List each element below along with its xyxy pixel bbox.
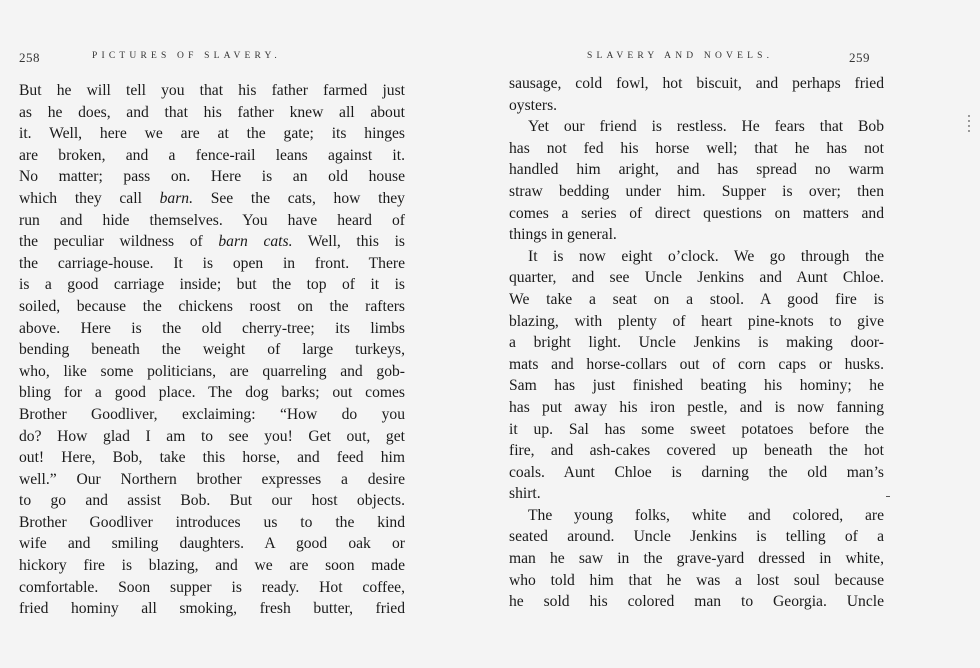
text-segment: which they call	[19, 189, 142, 207]
text-line: fried hominy all smoking, fresh butter, fried	[19, 600, 405, 618]
text-line	[19, 188, 405, 210]
scan-speck	[968, 130, 970, 132]
text-line: No matter; pass on. Here is an old house	[19, 168, 405, 186]
text-line: is a good carriage inside; but the top of it is	[19, 276, 405, 294]
text-line: It is now eight o’clock. We go through the	[528, 247, 884, 265]
text-line: well.” Our Northern brother expresses a desire	[19, 470, 405, 488]
text-line: blazing, with plenty of heart pine-knots to give	[509, 312, 884, 330]
page-number: 258	[19, 50, 40, 65]
text-line: Sam has just finished beating his hominy; he	[509, 377, 884, 395]
text-segment: See the cats, how they	[210, 189, 405, 207]
scan-speck	[968, 115, 970, 117]
right-page	[490, 0, 980, 668]
italic-word: barn cats.	[218, 233, 293, 251]
text-line: hickory fire is blazing, and we are soon made	[19, 557, 405, 575]
text-line: do? How glad I am to see you! Get out, get	[19, 427, 405, 445]
text-segment: Well, this is	[307, 233, 405, 251]
text-line: as he does, and that his father knew all about	[19, 103, 405, 121]
text-line: it. Well, here we are at the gate; its hinges	[19, 125, 405, 143]
text-line: bending beneath the weight of large turkeys,	[19, 341, 405, 359]
text-line: mats and horse-collars out of corn caps or husks.	[509, 355, 884, 373]
scan-edge-marks	[966, 112, 980, 142]
scan-speck	[968, 125, 970, 127]
text-line: has not fed his horse well; that he has not	[509, 139, 884, 157]
italic-word: barn.	[159, 189, 193, 207]
text-line: soiled, because the chickens roost on the rafters	[19, 297, 405, 315]
text-line: to go and assist Bob. But our host objects.	[19, 492, 405, 510]
text-line: above. Here is the old cherry-tree; its limbs	[19, 319, 405, 337]
text-line: it up. Sal has some sweet potatoes before the	[509, 420, 884, 438]
text-segment: the peculiar wildness of	[19, 233, 203, 251]
text-line: run and hide themselves. You have heard of	[19, 211, 405, 229]
left-page-body	[19, 80, 405, 620]
text-line: shirt.	[509, 485, 541, 503]
text-line: are broken, and a fence-rail leans against it.	[19, 146, 405, 164]
text-line: bling for a good place. The dog barks; out comes	[19, 384, 405, 402]
text-line: oysters.	[509, 96, 558, 114]
left-page-header	[19, 50, 399, 66]
text-line: out! Here, Bob, take this horse, and feed him	[19, 449, 405, 467]
text-line: sausage, cold fowl, hot biscuit, and perhaps fried	[509, 75, 884, 92]
text-line: wife and smiling daughters. A good oak or	[19, 535, 405, 553]
text-line: man he saw in the grave-yard dressed in white,	[509, 550, 884, 568]
text-line: the carriage-house. It is open in front. There	[19, 254, 405, 272]
stray-mark	[886, 496, 890, 497]
text-line: things in general.	[509, 226, 617, 244]
text-line: who told him that he was a lost soul because	[509, 571, 884, 589]
text-line: But he will tell you that his father farmed just	[19, 82, 405, 99]
text-line: comes a series of direct questions on matters and	[509, 204, 884, 222]
text-line: a bright light. Uncle Jenkins is making door-	[509, 334, 884, 352]
right-page-body	[509, 73, 884, 613]
text-line: he sold his colored man to Georgia. Uncle	[509, 593, 884, 611]
text-line: quarter, and see Uncle Jenkins and Aunt Chloe.	[509, 269, 884, 287]
text-line: We take a seat on a stool. A good fire is	[509, 290, 884, 308]
text-line: has put away his iron pestle, and is now fanning	[509, 398, 884, 416]
text-line: who, like some politicians, are quarreling and gob-	[19, 362, 405, 380]
text-line: Yet our friend is restless. He fears that Bob	[528, 118, 884, 136]
right-page-header	[490, 50, 880, 66]
running-title: SLAVERY AND NOVELS.	[587, 51, 774, 61]
text-line: straw bedding under him. Supper is over; then	[509, 182, 884, 200]
text-line: fire, and ash-cakes covered up beneath the hot	[509, 442, 884, 460]
text-line: coals. Aunt Chloe is darning the old man’s	[509, 463, 884, 481]
text-line: comfortable. Soon supper is ready. Hot coffee,	[19, 578, 405, 596]
text-line: Brother Goodliver, exclaiming: “How do you	[19, 405, 405, 423]
running-title: PICTURES OF SLAVERY.	[92, 51, 281, 61]
text-line	[19, 231, 405, 253]
scan-speck	[968, 120, 970, 122]
text-line: The young folks, white and colored, are	[528, 506, 884, 524]
text-line: seated around. Uncle Jenkins is telling of a	[509, 528, 884, 546]
page-number: 259	[849, 50, 870, 65]
text-line: Brother Goodliver introduces us to the kind	[19, 513, 405, 531]
text-line: handled him aright, and has spread no warm	[509, 161, 884, 179]
